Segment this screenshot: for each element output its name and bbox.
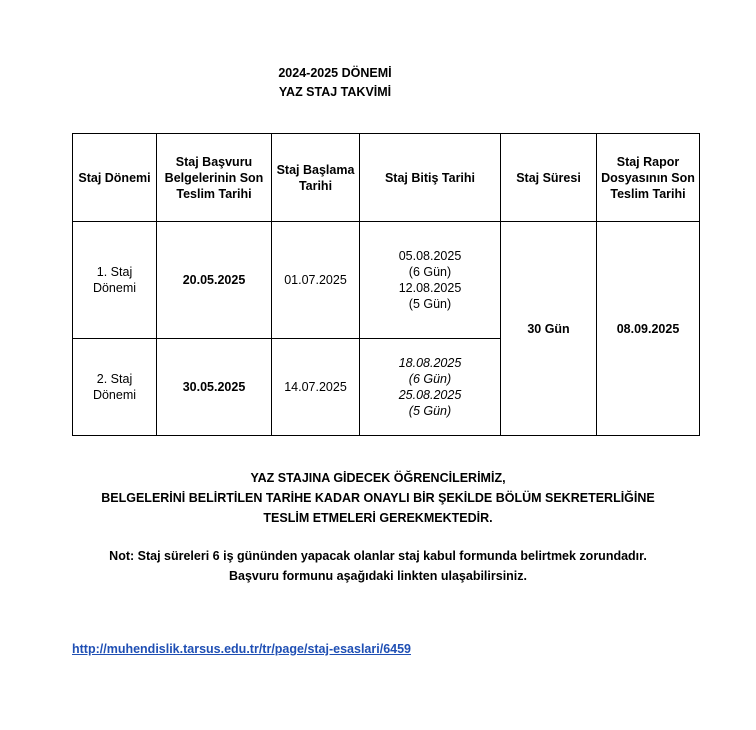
table-row: [73, 222, 700, 339]
header-start-date: Staj Başlama Tarihi: [272, 134, 360, 222]
start-date-cell: 01.07.2025: [272, 222, 360, 339]
end-note-2: (5 Gün): [408, 297, 452, 311]
note-block: [40, 546, 716, 586]
end-note-1: (6 Gün): [408, 265, 452, 279]
header-end-date: Staj Bitiş Tarihi: [360, 134, 501, 222]
application-deadline-cell: 30.05.2025: [157, 339, 272, 436]
report-deadline-cell: 08.09.2025: [597, 222, 700, 436]
end-date-2: 12.08.2025: [398, 281, 462, 295]
duration-cell: 30 Gün: [501, 222, 597, 436]
period-cell: 1. Staj Dönemi: [73, 222, 157, 339]
header-report-deadline: Staj Rapor Dosyasının Son Teslim Tarihi: [597, 134, 700, 222]
page-subtitle: YAZ STAJ TAKVİMİ: [278, 85, 392, 99]
notice-line: TESLİM ETMELERİ GEREKMEKTEDİR.: [263, 511, 493, 525]
end-date-2: 25.08.2025: [398, 388, 462, 402]
header-application-deadline: Staj Başvuru Belgelerinin Son Teslim Tarihi: [157, 134, 272, 222]
notice-line: BELGELERİNİ BELİRTİLEN TARİHE KADAR ONAYLI BİR ŞEKİLDE BÖLÜM SEKRETERLİĞİNE: [101, 491, 655, 505]
application-deadline-cell: 20.05.2025: [157, 222, 272, 339]
header-duration: Staj Süresi: [501, 134, 597, 222]
note-line: Not: Staj süreleri 6 iş gününden yapacak olanlar staj kabul formunda belirtmek zorundadır.: [109, 549, 647, 563]
header-period: Staj Dönemi: [73, 134, 157, 222]
notice-block: [40, 468, 716, 528]
end-note-1: (6 Gün): [408, 372, 452, 386]
notice-line: YAZ STAJINA GİDECEK ÖĞRENCİLERİMİZ,: [250, 471, 506, 485]
end-date-1: 05.08.2025: [398, 249, 462, 263]
page-title: 2024-2025 DÖNEMİ: [278, 66, 392, 80]
note-line: Başvuru formunu aşağıdaki linkten ulaşabilirsiniz.: [229, 569, 527, 583]
end-date-1: 18.08.2025: [398, 356, 462, 370]
end-note-2: (5 Gün): [408, 404, 452, 418]
table-header-row: [73, 134, 700, 222]
end-date-cell: [360, 339, 501, 436]
end-date-cell: [360, 222, 501, 339]
start-date-cell: 14.07.2025: [272, 339, 360, 436]
period-cell: 2. Staj Dönemi: [73, 339, 157, 436]
internship-schedule-table: [72, 133, 700, 436]
internship-rules-link[interactable]: http://muhendislik.tarsus.edu.tr/tr/page/staj-esaslari/6459: [72, 642, 411, 656]
